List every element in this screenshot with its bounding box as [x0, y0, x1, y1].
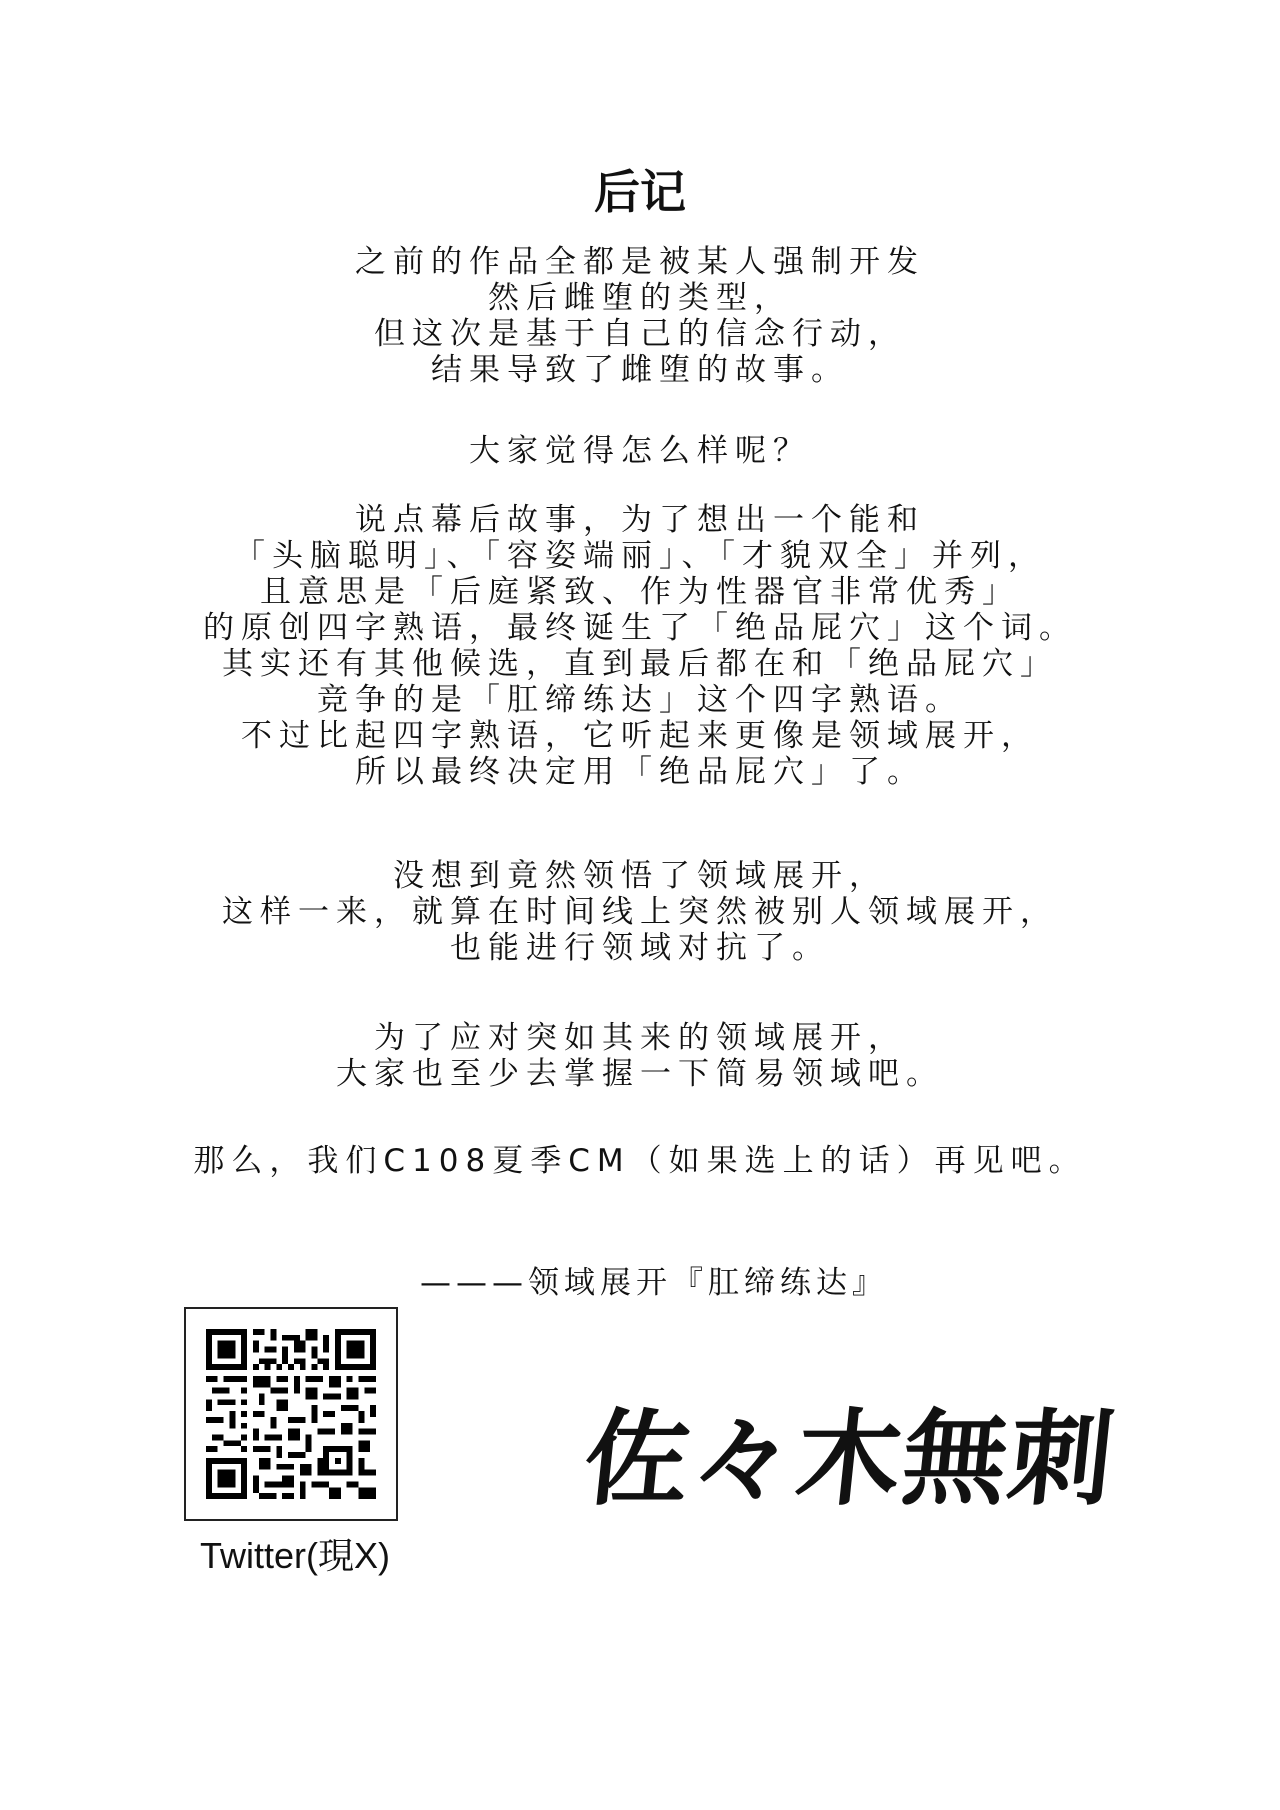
signature-line: ———领域展开『肛缔练达』 [420, 1265, 888, 1301]
text-line: 的原创四字熟语，最终诞生了「绝品屁穴」这个词。 [203, 610, 1077, 646]
text-line: 大家觉得怎么样呢？ [469, 433, 811, 469]
text-line: 说点幕后故事，为了想出一个能和 [355, 502, 925, 538]
paragraph-behind-the-scenes [0, 502, 1280, 790]
text-line: 结果导致了雌堕的故事。 [431, 352, 849, 388]
text-line: 之前的作品全都是被某人强制开发 [355, 244, 925, 280]
text-line: 没想到竟然领悟了领域展开， [393, 858, 887, 894]
qr-code[interactable] [184, 1307, 398, 1521]
text-line: 为了应对突如其来的领域展开， [374, 1020, 906, 1056]
qr-caption: Twitter(現X) [199, 1535, 390, 1576]
text-line: 也能进行领域对抗了。 [450, 930, 830, 966]
text-line: 但这次是基于自己的信念行动， [374, 316, 906, 352]
text-line: 所以最终决定用「绝品屁穴」了。 [355, 754, 925, 790]
text-line: 其实还有其他候选，直到最后都在和「绝品屁穴」 [222, 646, 1058, 682]
text-line: 那么，我们C108夏季CM（如果选上的话）再见吧。 [193, 1143, 1087, 1179]
text-line: 且意思是「后庭紧致、作为性器官非常优秀」 [260, 574, 1020, 610]
text-line: 「头脑聪明」、「容姿端丽」、「才貌双全」并列， [234, 538, 1046, 574]
author-logo: 佐々木無刺 [578, 1398, 1122, 1520]
paragraph-question [0, 433, 1280, 469]
paragraph-intro [0, 244, 1280, 388]
text-line: 不过比起四字熟语，它听起来更像是领域展开， [241, 718, 1039, 754]
paragraph-domain [0, 858, 1280, 966]
text-line: 竞争的是「肛缔练达」这个四字熟语。 [317, 682, 963, 718]
text-line: 然后雌堕的类型， [488, 280, 792, 316]
paragraph-farewell [0, 1143, 1280, 1179]
qr-code-icon [206, 1329, 376, 1499]
text-line: 大家也至少去掌握一下简易领域吧。 [336, 1056, 944, 1092]
page-title: 后记 [594, 165, 686, 219]
paragraph-advice [0, 1020, 1280, 1092]
text-line: 这样一来，就算在时间线上突然被别人领域展开， [222, 894, 1058, 930]
